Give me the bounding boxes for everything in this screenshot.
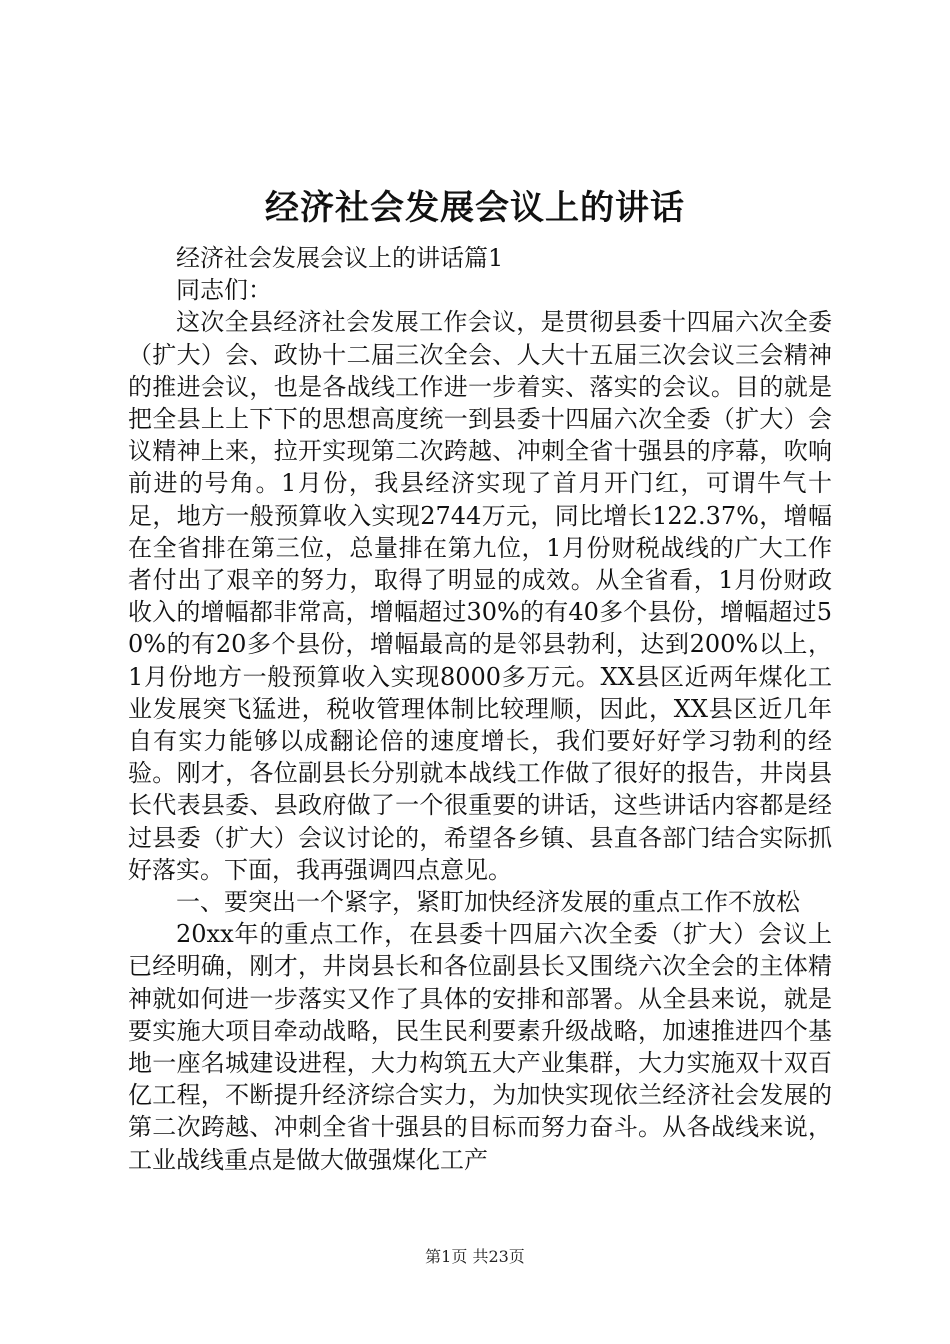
document-title: 经济社会发展会议上的讲话 bbox=[265, 188, 685, 228]
section-heading: 一、要突出一个紧字，紧盯加快经济发展的重点工作不放松 bbox=[176, 888, 800, 917]
body-paragraph: 这次全县经济社会发展工作会议，是贯彻县委十四届六次全委（扩大）会、政协十二届三次全会、人大十五届三次会议三会精神的推进会议，也是各战线工作进一步着实、落实的会议。目的就是把全县上上下下的思想高度统一到县委十四届六次全委（扩大）会议精神上来，拉开实现第二次跨越、冲刺全省十强县的序幕，吹响前进的号角。1月份，我县经济实现了首月开门红，可谓牛气十足，地方一般预算收入实现2744万元，同比增长122.37%，增幅在全省排在第三位，总量排在第九位，1月份财税战线的广大工作者付出了艰辛的努力，取得了明显的成效。从全省看，1月份财政收入的增幅都非常高，增幅超过30%的有40多个县份，增幅超过50%的有20多个县份，增幅最高的是邻县勃利，达到200%以上，1月份地方一般预算收入实现8000多万元。XX县区近两年煤化工业发展突飞猛进，税收管理体制比较理顺，因此，XX县区近几年自有实力能够以成翻论倍的速度增长，我们要好好学习勃利的经验。刚才，各位副县长分别就本战线工作做了很好的报告，井岗县长代表县委、县政府做了一个很重要的讲话，这些讲话内容都是经过县委（扩大）会议讨论的，希望各乡镇、县直各部门结合实际抓好落实。下面，我再强调四点意见。 bbox=[128, 308, 832, 884]
subtitle-paragraph: 经济社会发展会议上的讲话篇1 bbox=[176, 244, 504, 272]
page-number-footer: 第1页 共23页 bbox=[425, 1247, 525, 1266]
document-body bbox=[128, 242, 832, 1176]
salutation-paragraph: 同志们： bbox=[176, 276, 272, 305]
body-paragraph: 20xx年的重点工作，在县委十四届六次全委（扩大）会议上已经明确，刚才，井岗县长和各位副县长又围绕六次全会的主体精神就如何进一步落实又作了具体的安排和部署。从全县来说，就是要实施大项目牵动战略，民生民利要素升级战略，加速推进四个基地一座名城建设进程，大力构筑五大产业集群，大力实施双十双百亿工程，不断提升经济综合实力，为加快实现依兰经济社会发展的第二次跨越、冲刺全省十强县的目标而努力奋斗。从各战线来说，工业战线重点是做大做强煤化工产 bbox=[128, 920, 832, 1174]
